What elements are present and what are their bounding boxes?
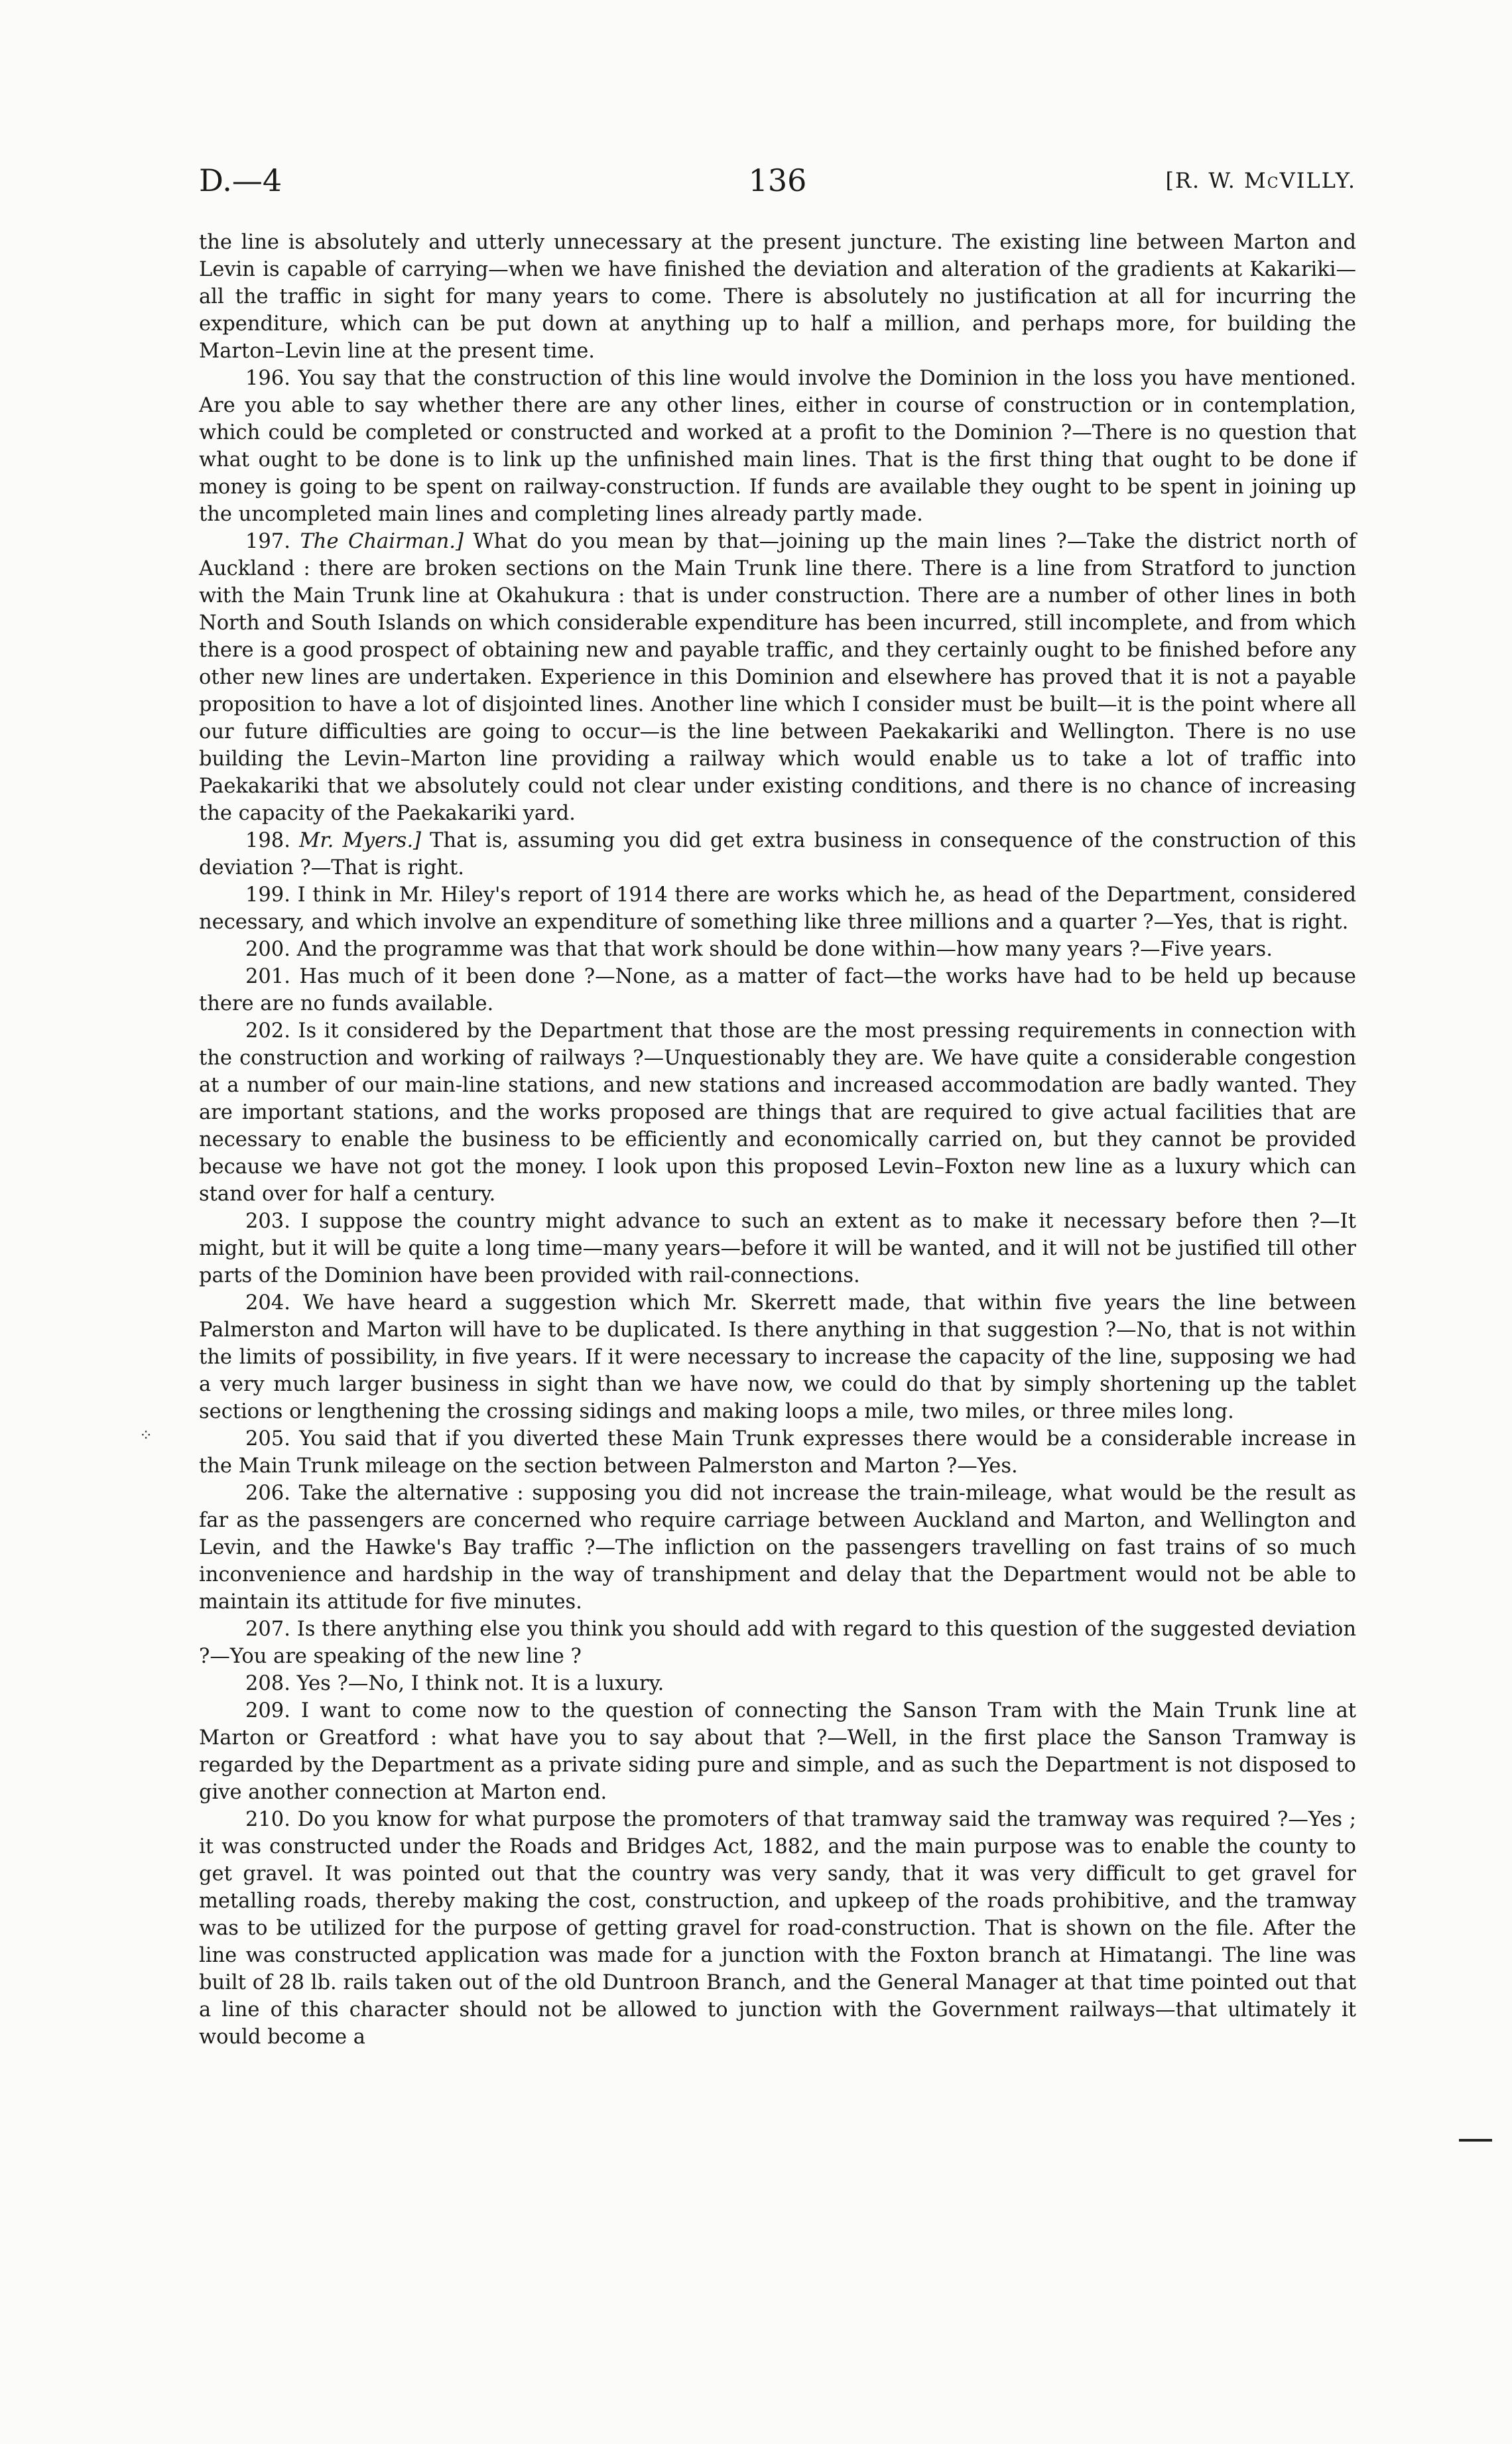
question-paragraph (199, 1670, 1356, 1697)
paragraph-text: Do you know for what purpose the promoters of that tramway said the tramway was required ?—Yes ; it was constructed under the Roads and Bridges Act, 1882, and the main purpose was to enable the county to get gravel. It was pointed out that the country was very sandy, that it was very difficult to get gravel for metalling roads, thereby making the cost, construction, and upkeep of the roads prohibitive, and the tramway was to be utilized for the purpose of getting gravel for road-construction. That is shown on the file. After the line was constructed application was made for a junction with the Foxton branch at Himatangi. The line was built of 28 lb. rails taken out of the old Duntroon Branch, and the General Manager at that time pointed out that a line of this character should not be allowed to junction with the Government railways—that ultimately it would become a (199, 1808, 1356, 2049)
speaker-label: Mr. Myers.] (299, 829, 430, 852)
page-header (199, 162, 1356, 209)
question-number: 196. (245, 367, 298, 390)
question-number: 208. (245, 1672, 297, 1695)
question-paragraph (199, 1616, 1356, 1670)
question-number: 209. (245, 1699, 302, 1722)
question-paragraph (199, 827, 1356, 881)
question-number: 201. (245, 965, 300, 988)
question-paragraph (199, 1806, 1356, 2051)
continuation-paragraph (199, 229, 1356, 365)
question-paragraph (199, 365, 1356, 528)
paragraph-text: And the programme was that that work should be done within—how many years ?—Five years. (296, 938, 1273, 961)
scan-mark: ⁘ (139, 1426, 153, 1445)
paragraph-text: What do you mean by that—joining up the main lines ?—Take the district north of Auckland : there are broken sections on the Main Trunk line there. There is a line from Stratford to junction with the Main Trunk line at Okahukura : that is under construction. There are a number of other lines in both North and South Islands on which considerable expenditure has been incurred, still incomplete, and from which there is a good prospect of obtaining new and payable traffic, and they certainly ought to be finished before any other new lines are undertaken. Experience in this Dominion and elsewhere has proved that it is not a payable proposition to have a lot of disjointed lines. Another line which I consider must be built—it is the point where all our future difficulties are going to occur—is the line between Paekakariki and Wellington. There is no use building the Levin–Marton line providing a railway which would enable us to take a lot of traffic into Paekakariki that we absolutely could not clear under existing conditions, and there is no chance of increasing the capacity of the Paekakariki yard. (199, 530, 1356, 825)
question-paragraph (199, 1289, 1356, 1425)
question-number: 200. (245, 938, 297, 961)
question-number: 199. (245, 883, 298, 907)
question-paragraph (199, 1480, 1356, 1616)
witness-name: [R. W. McVILLY. (1165, 168, 1356, 193)
question-paragraph (199, 936, 1356, 963)
question-paragraph (199, 528, 1356, 827)
question-number: 198. (245, 829, 300, 852)
paragraph-text: I suppose the country might advance to such an extent as to make it necessary before then ?—It might, but it will be quite a long time—many years—before it will be wanted, and it will not be justified till other parts of the Dominion have been provided with rail-connections. (199, 1210, 1356, 1287)
paragraph-text: Has much of it been done ?—None, as a matter of fact—the works have had to be held up because there are no funds available. (199, 965, 1356, 1015)
question-paragraph (199, 963, 1356, 1017)
document-reference: D.—4 (199, 162, 283, 198)
question-number: 202. (245, 1019, 298, 1043)
question-paragraph (199, 1425, 1356, 1480)
scan-mark (1459, 2139, 1492, 2142)
paragraph-text: I think in Mr. Hiley's report of 1914 there are works which he, as head of the Department, considered necessary, and which involve an expenditure of something like three millions and a quarter ?—Yes, that is right. (199, 883, 1357, 934)
question-paragraph (199, 1017, 1356, 1208)
question-number: 206. (245, 1482, 299, 1505)
question-paragraph (199, 881, 1356, 936)
question-number: 210. (245, 1808, 298, 1831)
question-number: 207. (245, 1618, 297, 1641)
page-number: 136 (748, 162, 807, 198)
paragraph-text: Is it considered by the Department that those are the most pressing requirements in connection with the construction and working of railways ?—Unquestionably they are. We have quite a considerable congestion at a number of our main-line stations, and new stations and increased accommodation are badly wanted. They are important stations, and the works proposed are things that are required to give actual facilities that are necessary to enable the business to be efficiently and economically carried on, but they cannot be provided because we have not got the money. I look upon this proposed Levin–Foxton new line as a luxury which can stand over for half a century. (199, 1019, 1356, 1206)
question-number: 204. (245, 1291, 303, 1315)
paragraph-text: You said that if you diverted these Main Trunk expresses there would be a considerable increase in the Main Trunk mileage on the section between Palmerston and Marton ?—Yes. (199, 1427, 1356, 1478)
paragraph-text: That is, assuming you did get extra business in consequence of the construction of this deviation ?—That is right. (199, 829, 1356, 879)
paragraph-text: the line is absolutely and utterly unnecessary at the present juncture. The existing line between Marton and Levin is capable of carrying—when we have finished the deviation and alteration of the gradients at Kakariki—all the traffic in sight for many years to come. There is absolutely no justification at all for incurring the expenditure, which can be put down at anything up to half a million, and perhaps more, for building the Marton–Levin line at the present time. (199, 231, 1356, 363)
paragraph-text: Is there anything else you think you should add with regard to this question of the suggested deviation ?—You are speaking of the new line ? (199, 1618, 1356, 1668)
paragraph-text: Take the alternative : supposing you did not increase the train-mileage, what would be the result as far as the passengers are concerned who require carriage between Auckland and Marton, and Wellington and Levin, and the Hawke's Bay traffic ?—The infliction on the passengers travelling on fast trains of so much inconvenience and hardship in the way of transhipment and delay that the Department would not be able to maintain its attitude for five minutes. (199, 1482, 1357, 1614)
question-number: 197. (245, 530, 300, 553)
document-body (199, 229, 1356, 2051)
question-paragraph (199, 1697, 1356, 1806)
question-number: 205. (245, 1427, 300, 1450)
paragraph-text: Yes ?—No, I think not. It is a luxury. (296, 1672, 664, 1695)
question-number: 203. (245, 1210, 301, 1233)
paragraph-text: I want to come now to the question of connecting the Sanson Tram with the Main Trunk line at Marton or Greatford : what have you to say about that ?—Well, in the first place the Sanson Tramway is regarded by the Department as a private siding pure and simple, and as such the Department is not disposed to give another connection at Marton end. (199, 1699, 1357, 1804)
question-paragraph (199, 1208, 1356, 1289)
paragraph-text: You say that the construction of this line would involve the Dominion in the loss you have mentioned. Are you able to say whether there are any other lines, either in course of construction or in contemplation, which could be completed or constructed and worked at a profit to the Dominion ?—There is no question that what ought to be done is to link up the unfinished main lines. That is the first thing that ought to be done if money is going to be spent on railway-construction. If funds are available they ought to be spent in joining up the uncompleted main lines and completing lines already partly made. (199, 367, 1357, 526)
paragraph-text: We have heard a suggestion which Mr. Skerrett made, that within five years the line between Palmerston and Marton will have to be duplicated. Is there anything in that suggestion ?—No, that is not within the limits of possibility, in five years. If it were necessary to increase the capacity of the line, supposing we had a very much larger business in sight than we have now, we could do that by simply shortening up the tablet sections or lengthening the crossing sidings and making loops a mile, two miles, or three miles long. (199, 1291, 1357, 1423)
speaker-label: The Chairman.] (300, 530, 473, 553)
